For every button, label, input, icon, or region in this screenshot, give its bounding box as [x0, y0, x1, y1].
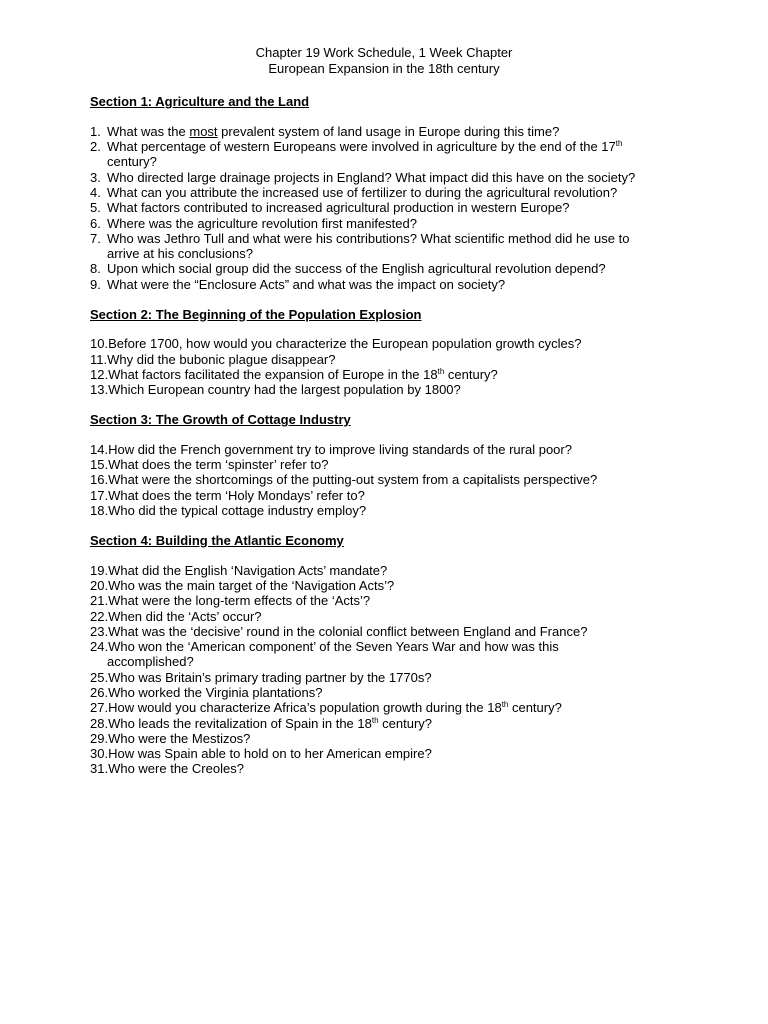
section-4-questions [90, 563, 690, 777]
question-item: 31.Who were the Creoles? [90, 761, 244, 777]
question-item: 23.What was the ‘decisive’ round in the colonial conflict between England and France? [90, 623, 588, 639]
question-item: 22.When did the ‘Acts’ occur? [90, 608, 262, 624]
question-item: 30.How was Spain able to hold on to her American empire? [90, 746, 432, 762]
header-title: Chapter 19 Work Schedule, 1 Week Chapter [255, 45, 513, 60]
question-item: 8. Upon which social group did the success of the English agricultural revolution depend? [90, 261, 606, 277]
question-item: 17.What does the term ‘Holy Mondays’ refer to? [90, 487, 365, 503]
header-subtitle: European Expansion in the 18th century [268, 61, 500, 76]
document-header [0, 45, 768, 77]
emphasis-text: most [189, 123, 218, 139]
question-item: 20.Who was the main target of the ‘Navigation Acts’? [90, 577, 395, 593]
section-1-title: Section 1: Agriculture and the Land [90, 94, 310, 109]
question-item: 12.What factors facilitated the expansion of Europe in the 18th century? [90, 366, 498, 382]
section-1-questions [90, 124, 690, 292]
question-item: 16.What were the shortcomings of the putting-out system from a capitalists perspective? [90, 472, 598, 488]
question-item: 24.Who won the ‘American component’ of the Seven Years War and how was this accomplished? [90, 639, 559, 670]
question-item: 2. What percentage of western Europeans were involved in agriculture by the end of the 17th century? [90, 139, 623, 170]
section-3-questions [90, 442, 690, 518]
question-item: 27.How would you characterize Africa’s population growth during the 18th century? [90, 700, 562, 716]
question-item: 14.How did the French government try to improve living standards of the rural poor? [90, 441, 572, 457]
question-item: 15.What does the term ‘spinster’ refer to? [90, 457, 329, 473]
question-item: 6. Where was the agriculture revolution first manifested? [90, 215, 417, 231]
question-item: 18.Who did the typical cottage industry employ? [90, 503, 367, 519]
question-item: 28.Who leads the revitalization of Spain in the 18th century? [90, 715, 433, 731]
question-item: 1. What was the most prevalent system of land usage in Europe during this time? [90, 123, 560, 139]
document-body [90, 94, 690, 777]
section-3-title: Section 3: The Growth of Cottage Industry [90, 412, 351, 428]
question-item: 4. What can you attribute the increased use of fertilizer to during the agricultural revolution? [90, 184, 618, 200]
question-item: 11.Why did the bubonic plague disappear? [90, 351, 336, 367]
question-item: 26.Who worked the Virginia plantations? [90, 685, 323, 700]
question-item: 13.Which European country had the largest population by 1800? [90, 382, 461, 398]
question-item: 19.What did the English ‘Navigation Acts’ mandate? [90, 562, 388, 578]
question-item: 25.Who was Britain’s primary trading partner by the 1770s? [90, 669, 432, 685]
question-item: 21.What were the long-term effects of the ‘Acts’? [90, 593, 371, 609]
question-item: 10.Before 1700, how would you characterize the European population growth cycles? [90, 336, 582, 352]
question-item: 9. What were the “Enclosure Acts” and what was the impact on society? [90, 276, 506, 292]
question-item: 3. Who directed large drainage projects in England? What impact did this have on the society? [90, 169, 636, 185]
section-2-title: Section 2: The Beginning of the Population Explosion [90, 306, 422, 322]
question-item: 7. Who was Jethro Tull and what were his contributions? What scientific method did he use to arrive at his conclusions? [90, 230, 630, 262]
question-item: 29.Who were the Mestizos? [90, 730, 251, 746]
question-item: 5. What factors contributed to increased agricultural production in western Europe? [90, 200, 570, 216]
section-4-title: Section 4: Building the Atlantic Economy [90, 532, 344, 548]
section-2-questions [90, 336, 690, 397]
